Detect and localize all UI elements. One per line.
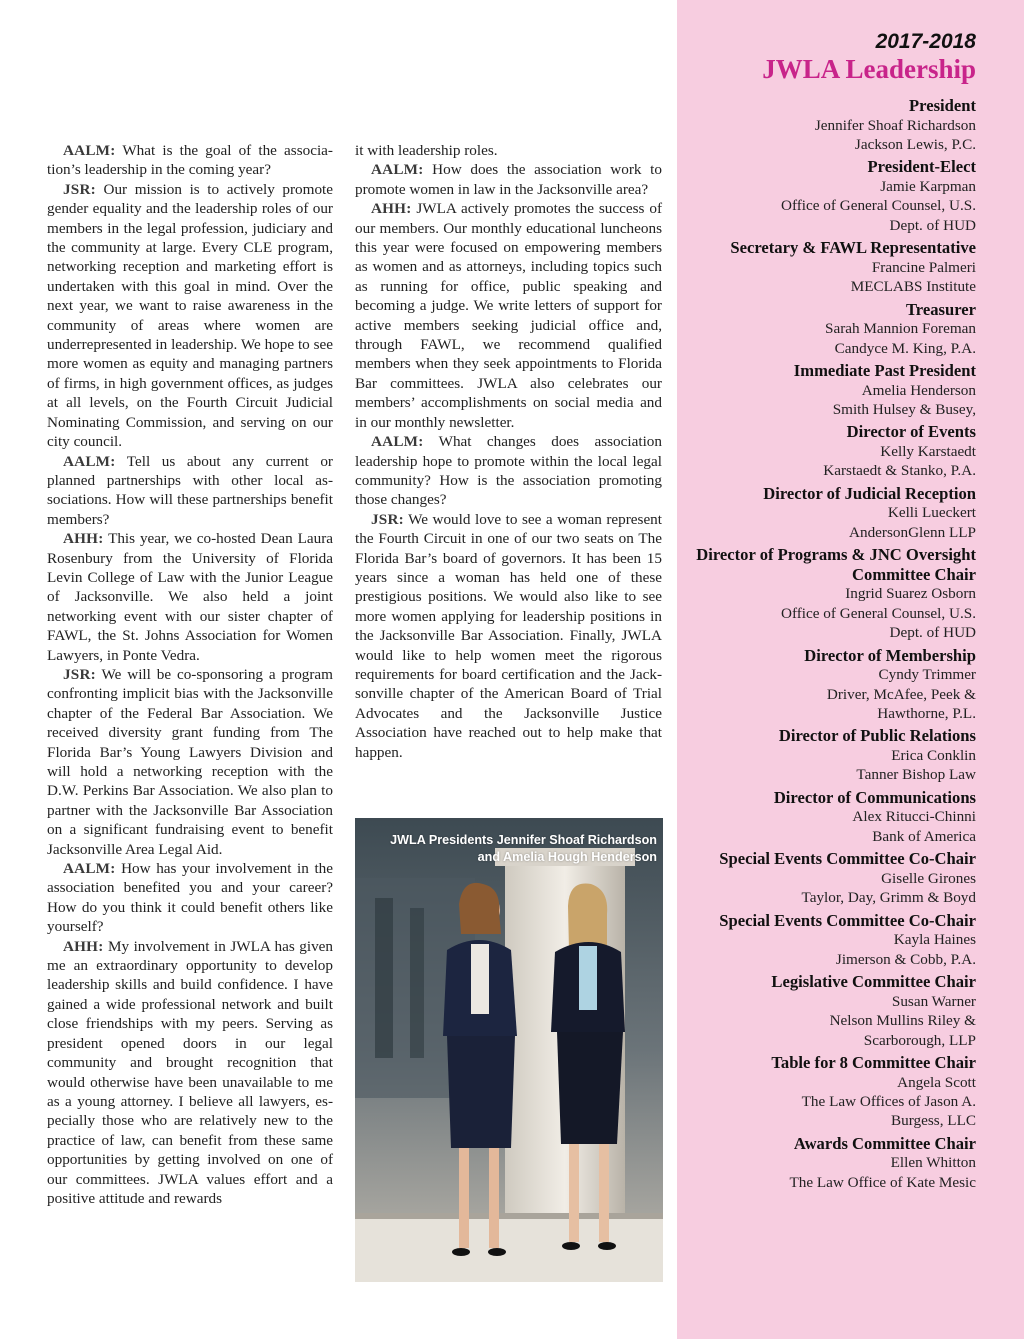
leadership-entry xyxy=(686,545,976,642)
leadership-sidebar xyxy=(677,0,1024,1339)
leadership-entry xyxy=(686,1053,976,1131)
answer-text: JWLA actively promotes the success of our members. Our monthly educational luncheons this year were focused on empowering members as women and as attorneys, including topics such as running for office, public speaking and becoming a judge. We write letters of support for active members seeking judicial office and, through FAWL, we recommend qualified members when they seek appointments to Florida Bar committees. JWLA also celebrates our members’ accomplishments on social media and in our monthly newsletter. xyxy=(355,200,663,431)
leadership-entry xyxy=(686,96,976,154)
speaker-label: AHH: xyxy=(63,937,104,955)
answer-text: How has your involvement in the association benefited you and your career? How do you think it could benefit others like yourself? xyxy=(47,860,334,936)
leadership-entry xyxy=(686,300,976,358)
member-line: Ellen Whitton xyxy=(890,1154,976,1172)
member-line: AndersonGlenn LLP xyxy=(849,523,976,541)
member-line: MECLABS Institute xyxy=(850,278,976,296)
caption-line-1: JWLA Presidents Jennifer Shoaf Richardson xyxy=(390,833,657,847)
article-column-2 xyxy=(355,141,662,762)
role-title: Special Events Committee Co-Chair xyxy=(719,849,976,869)
leadership-entry xyxy=(686,788,976,846)
leadership-entry xyxy=(686,646,976,724)
qa-paragraph xyxy=(47,452,333,530)
role-title: Director of Public Relations xyxy=(778,726,976,746)
leadership-entry xyxy=(686,484,976,542)
caption-line-2: and Amelia Hough Henderson xyxy=(477,850,657,864)
member-line: Kelly Karstaedt xyxy=(880,443,976,461)
member-line: Burgess, LLC xyxy=(891,1112,976,1130)
qa-paragraph xyxy=(47,180,333,452)
member-line: Ingrid Suarez Osborn xyxy=(845,585,976,603)
member-line: Jimerson & Cobb, P.A. xyxy=(835,950,976,968)
leadership-entry xyxy=(686,972,976,1050)
qa-paragraph xyxy=(355,199,662,432)
member-line: Bank of America xyxy=(872,827,976,845)
answer-text: Tell us about any current or planned partnerships with other local associations. How will these partnerships benefit members? xyxy=(47,452,333,528)
qa-paragraph xyxy=(47,665,333,859)
member-line: Scarborough, LLP xyxy=(863,1031,976,1049)
member-line: Susan Warner xyxy=(891,992,976,1010)
role-title: Table for 8 Committee Chair xyxy=(771,1052,976,1072)
member-line: Alex Ritucci-Chinni xyxy=(852,808,976,826)
member-line: Hawthorne, P.L. xyxy=(877,705,976,723)
role-title: Director of Communications xyxy=(773,787,976,807)
answer-text: We would love to see a woman represent the Fourth Circuit in one of our two seats on The Florida Bar’s board of governors. It has been 15 years since a woman has held one of these prestigious positions. We would also like to see more women applying for leadership positions in the Jacksonville Bar Association. Finally, JWLA would like to help women meet the rigorous requirements for board certification and the Jacksonville chapter of the American Board of Trial Advocates and the Jacksonville Justice Association have reached out to help make that happen. xyxy=(355,510,662,761)
member-line: Jennifer Shoaf Richardson xyxy=(814,116,976,134)
member-line: Office of General Counsel, U.S. xyxy=(781,197,976,215)
leadership-entry xyxy=(686,422,976,480)
role-title: President xyxy=(909,96,976,115)
role-title: Secretary & FAWL Representative xyxy=(730,238,976,258)
member-line: Jamie Karpman xyxy=(880,178,976,195)
member-line: Driver, McAfee, Peek & xyxy=(826,685,976,703)
leadership-entry xyxy=(686,849,976,907)
member-line: Erica Conklin xyxy=(891,747,976,765)
qa-paragraph xyxy=(355,432,662,510)
member-line: The Law Office of Kate Mesic xyxy=(789,1173,976,1191)
answer-text: My involvement in JWLA has given me an extraordinary opportunity to develop leadership skills and build confidence. I have gained a wide professional network and built close friendships with my peers. Serving as president opened doors in our legal community and brought recognition that would otherwise have been unavailable to me as a young attorney. I believe all lawyers, especially those who are relatively new to the practice of law, can benefit from these same opportunities by getting involved on one of our committees. JWLA values effort and a positive attitude and rewards xyxy=(47,937,333,1207)
member-line: Candyce M. King, P.A. xyxy=(834,339,976,357)
speaker-label: AHH: xyxy=(371,200,412,218)
answer-text: This year, we co-hosted Dean Laura Rosenbury from the University of Florida Levin College of Law with the Junior League of Jacksonville. We also held a joint networking event with our sister chapter of FAWL, the St. Johns Association for Women Lawyers, in Ponte Vedra. xyxy=(47,530,333,664)
member-line: Office of General Counsel, U.S. xyxy=(781,604,976,622)
leadership-entry xyxy=(686,238,976,296)
member-line: Dept. of HUD xyxy=(889,216,976,234)
speaker-label: AALM: xyxy=(371,433,424,451)
member-line: Kayla Haines xyxy=(893,931,976,949)
role-title: Awards Committee Chair xyxy=(793,1133,976,1153)
answer-text: What is the goal of the association’s leadership in the coming year? xyxy=(47,142,333,179)
member-line: Francine Palmeri xyxy=(871,258,976,276)
continuation-text: it with leadership roles. xyxy=(355,142,498,159)
answer-text: What changes does association leadership hope to promote within the local legal community? How is the association promoting those changes? xyxy=(355,433,662,509)
speaker-label: AALM: xyxy=(63,142,116,159)
qa-paragraph xyxy=(47,529,333,665)
member-line: Dept. of HUD xyxy=(889,624,976,642)
article-column-1 xyxy=(47,141,333,1208)
qa-paragraph xyxy=(355,160,662,199)
presidents-photo xyxy=(355,818,663,1282)
role-title: Director of Programs & JNC Oversight Committee Chair xyxy=(696,545,976,584)
role-title: Treasurer xyxy=(905,299,976,319)
member-line: Taylor, Day, Grimm & Boyd xyxy=(801,889,976,907)
member-line: Angela Scott xyxy=(897,1073,976,1091)
speaker-label: AALM: xyxy=(63,860,116,878)
speaker-label: JSR: xyxy=(63,180,96,198)
role-title: Director of Judicial Reception xyxy=(763,483,976,503)
member-line: Nelson Mullins Riley & xyxy=(829,1012,976,1030)
member-line: Sarah Mannion Foreman xyxy=(825,320,976,338)
member-line: Karstaedt & Stanko, P.A. xyxy=(823,462,976,480)
answer-text: Our mission is to actively promote gender equality and the leadership roles of our members in the legal profession, judiciary and the community at large. Every CLE program, networking reception and marketing effort is undertaken with this goal in mind. Over the next year, we want to raise awareness in the community of areas where women are underrepresented in leadership. We hope to see more women as equity and managing partners of firms, in high government offices, as judges at all levels, on the Fourth Circuit Judicial Nominating Commission, and serving on our city council. xyxy=(47,180,333,451)
leadership-entry xyxy=(686,157,976,235)
speaker-label: AHH: xyxy=(63,530,104,548)
leadership-roster xyxy=(686,96,976,1195)
qa-paragraph xyxy=(47,937,333,1209)
role-title: Director of Events xyxy=(846,422,976,442)
member-line: Amelia Henderson xyxy=(861,381,976,399)
photo-illustration xyxy=(355,818,663,1282)
member-line: Giselle Girones xyxy=(881,869,976,887)
speaker-label: JSR: xyxy=(63,665,96,683)
speaker-label: AALM: xyxy=(371,161,424,179)
qa-paragraph xyxy=(47,859,333,937)
role-title: Immediate Past President xyxy=(793,361,976,381)
role-title: Director of Membership xyxy=(804,645,976,665)
member-line: Tanner Bishop Law xyxy=(856,766,976,784)
speaker-label: AALM: xyxy=(63,452,116,470)
role-title: Legislative Committee Chair xyxy=(771,972,976,992)
qa-paragraph xyxy=(47,141,333,180)
member-line: Kelli Lueckert xyxy=(887,504,976,522)
answer-text: We will be co-sponsoring a program confronting implicit bias with the Jacksonville chapter of the Federal Bar Association. We received diversity grant funding from The Florida Bar’s Young Lawyers Division and will hold a networking reception with the D.W. Perkins Bar Association. We also plan to partner with the Jacksonville Bar Association on a significant fundraising event to benefit Jacksonville Area Legal Aid. xyxy=(47,665,333,858)
member-line: The Law Offices of Jason A. xyxy=(801,1092,976,1110)
leadership-entry xyxy=(686,361,976,419)
answer-text: How does the association work to promote women in law in the Jacksonville area? xyxy=(355,161,663,198)
qa-paragraph xyxy=(355,510,662,762)
leadership-entry xyxy=(686,726,976,784)
speaker-label: JSR: xyxy=(371,510,404,528)
photo-caption xyxy=(357,832,657,866)
sidebar-title: JWLA Leadership xyxy=(762,54,976,84)
member-line: Smith Hulsey & Busey, xyxy=(832,401,976,419)
sidebar-year: 2017-2018 xyxy=(875,30,976,53)
role-title: Special Events Committee Co-Chair xyxy=(719,910,976,930)
leadership-entry xyxy=(686,1134,976,1192)
member-line: Cyndy Trimmer xyxy=(878,666,976,684)
leadership-entry xyxy=(686,911,976,969)
member-line: Jackson Lewis, P.C. xyxy=(854,136,976,153)
role-title: President-Elect xyxy=(867,157,976,177)
